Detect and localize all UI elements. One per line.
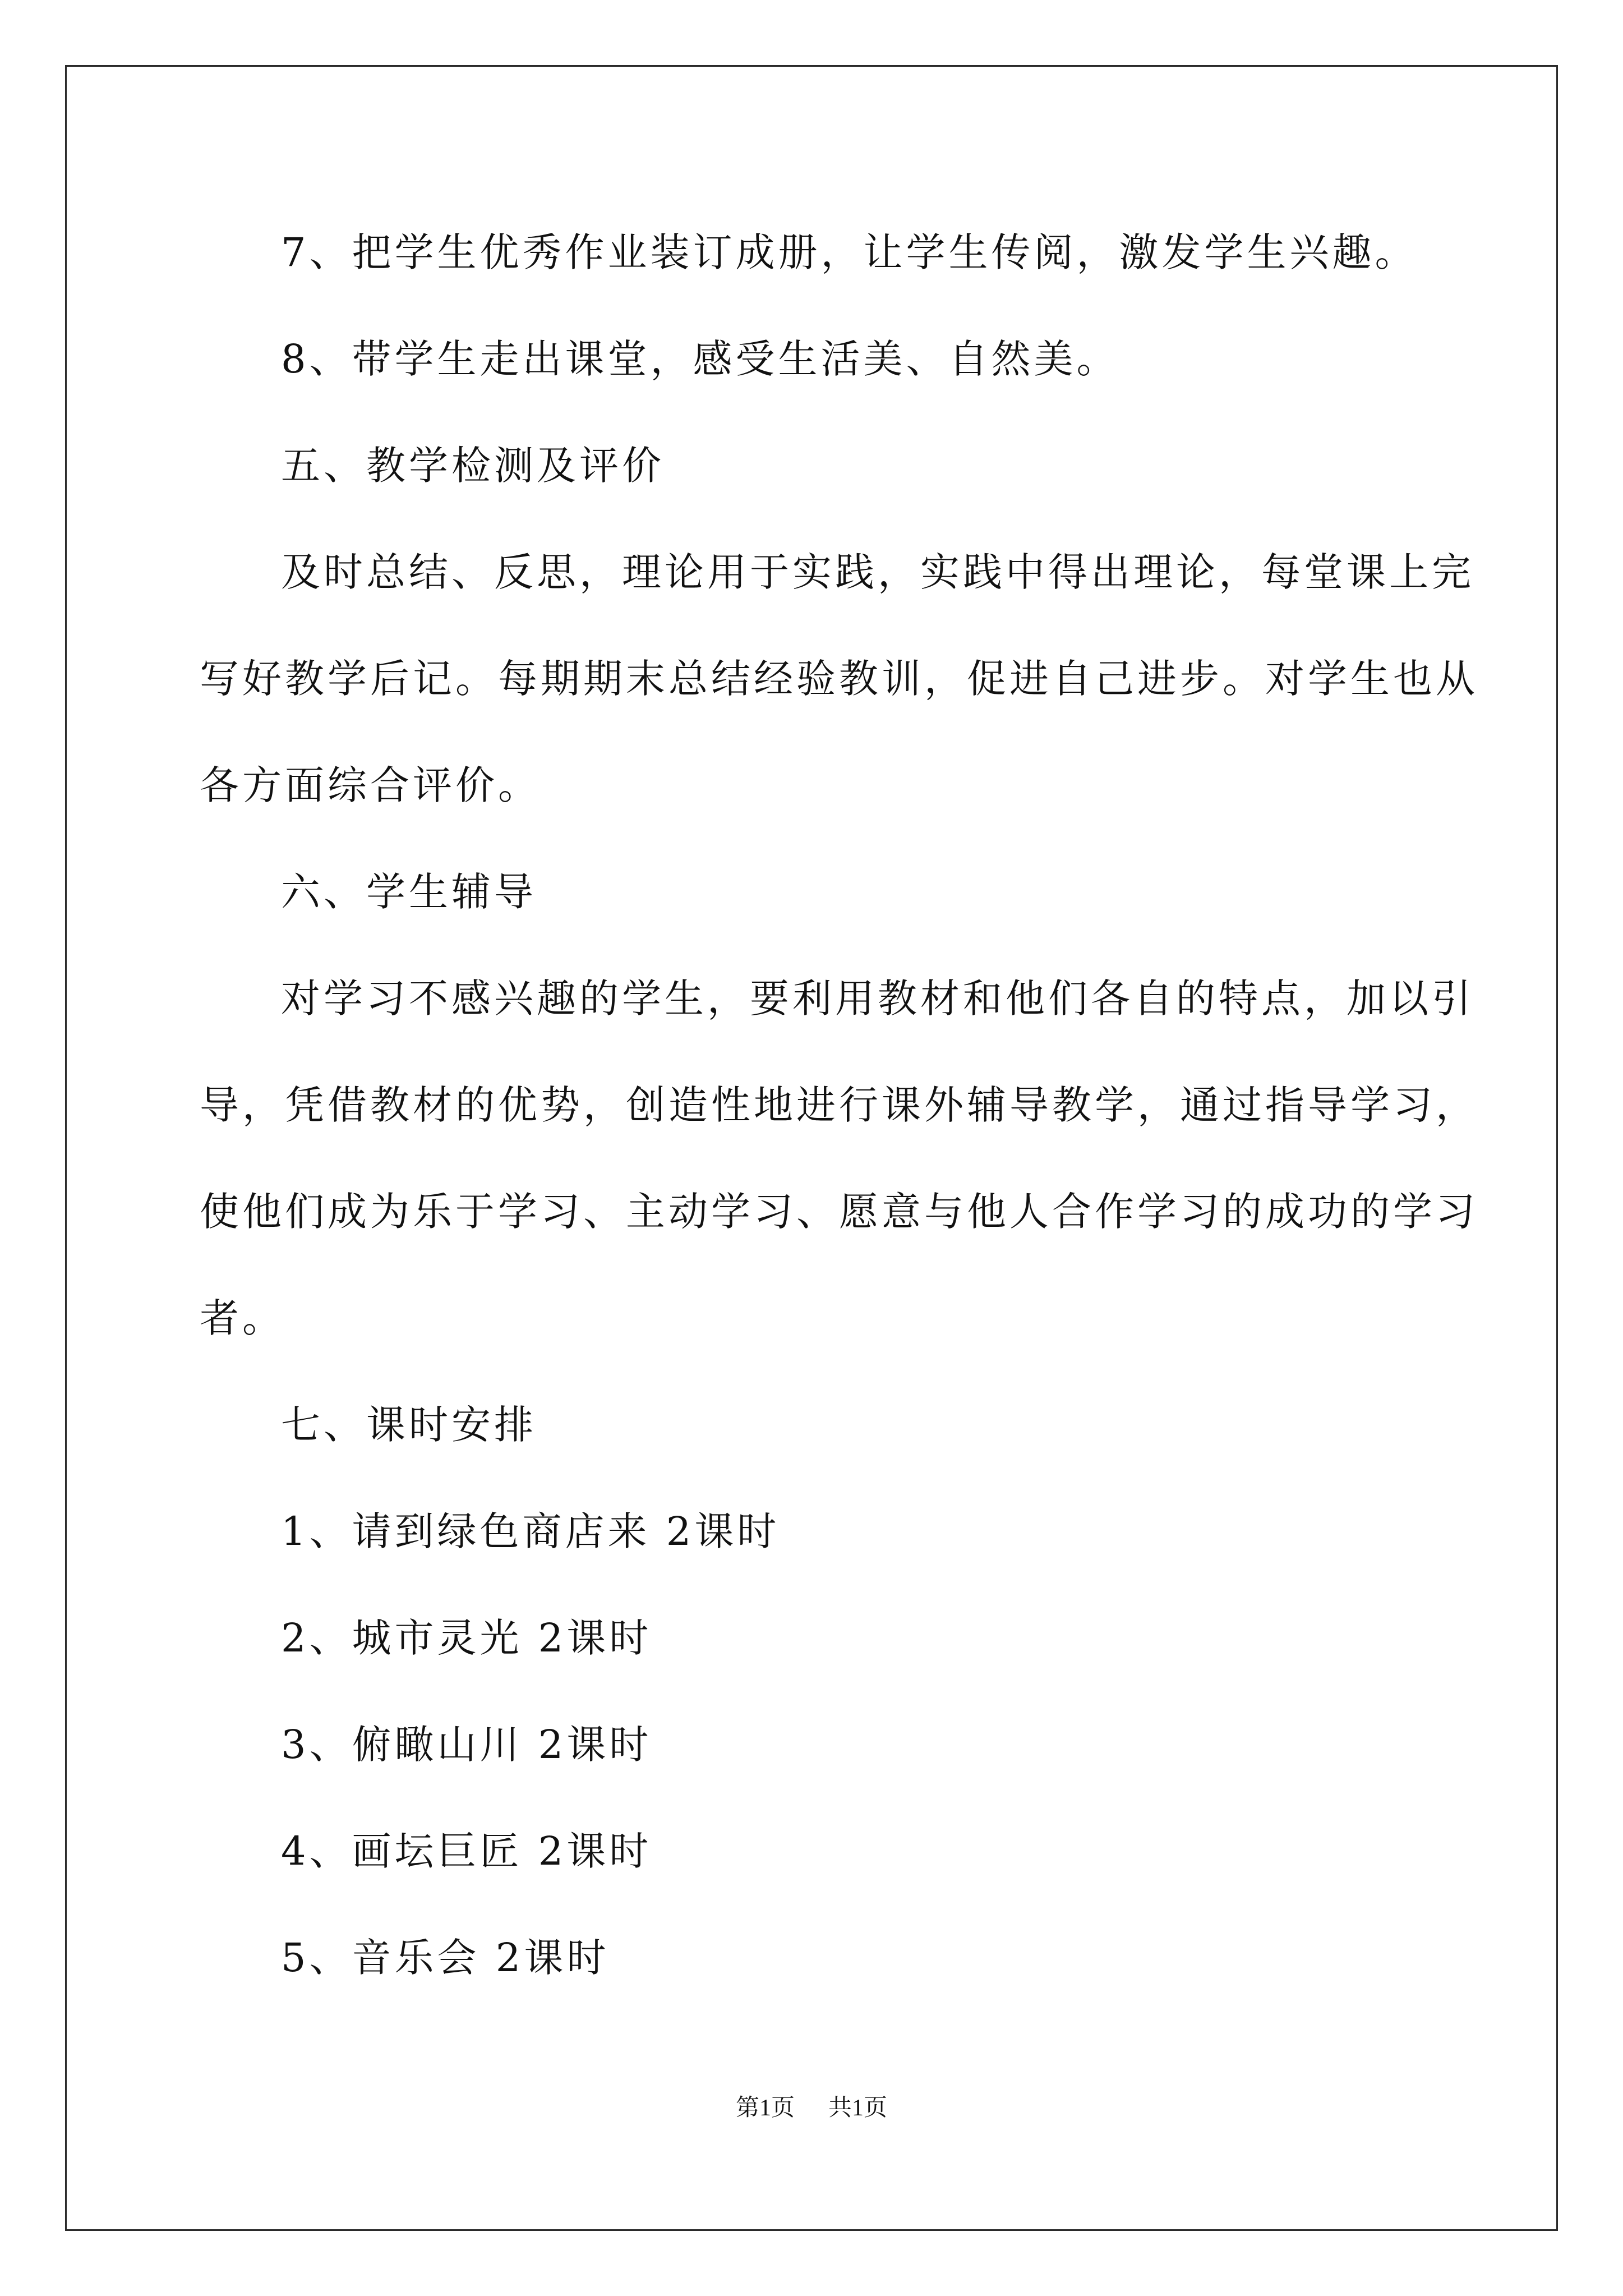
page-total: 共1页 xyxy=(828,2095,888,2121)
paragraph-line: 对学习不感兴趣的学生，要利用教材和他们各自的特点，加以引 xyxy=(281,976,1474,1022)
section-heading-6: 六、学生辅导 xyxy=(281,869,537,915)
paragraph-line: 者。 xyxy=(200,1295,285,1341)
schedule-item-4: 4、画坛巨匠 2课时 xyxy=(281,1828,652,1874)
section-heading-5: 五、教学检测及评价 xyxy=(281,443,665,489)
paragraph-line: 导，凭借教材的优势，创造性地进行课外辅导教学，通过指导学习， xyxy=(200,1082,1478,1128)
page-footer xyxy=(0,2092,1623,2124)
paragraph-line: 各方面综合评价。 xyxy=(200,762,541,808)
section-heading-7: 七、课时安排 xyxy=(281,1402,537,1448)
schedule-item-1: 1、请到绿色商店来 2课时 xyxy=(281,1508,780,1554)
list-item-7: 7、把学生优秀作业装订成册，让学生传阅，激发学生兴趣。 xyxy=(281,229,1418,275)
schedule-item-5: 5、音乐会 2课时 xyxy=(281,1935,610,1981)
page-number: 第1页 xyxy=(735,2095,795,2121)
schedule-item-3: 3、俯瞰山川 2课时 xyxy=(281,1722,652,1768)
paragraph-line: 及时总结、反思，理论用于实践，实践中得出理论，每堂课上完 xyxy=(281,549,1474,595)
page-border xyxy=(65,65,1558,2231)
list-item-8: 8、带学生走出课堂，感受生活美、自然美。 xyxy=(281,336,1119,382)
schedule-item-2: 2、城市灵光 2课时 xyxy=(281,1615,652,1661)
paragraph-line: 使他们成为乐于学习、主动学习、愿意与他人合作学习的成功的学习 xyxy=(200,1189,1478,1235)
paragraph-line: 写好教学后记。每期期末总结经验教训，促进自己进步。对学生也从 xyxy=(200,656,1478,702)
